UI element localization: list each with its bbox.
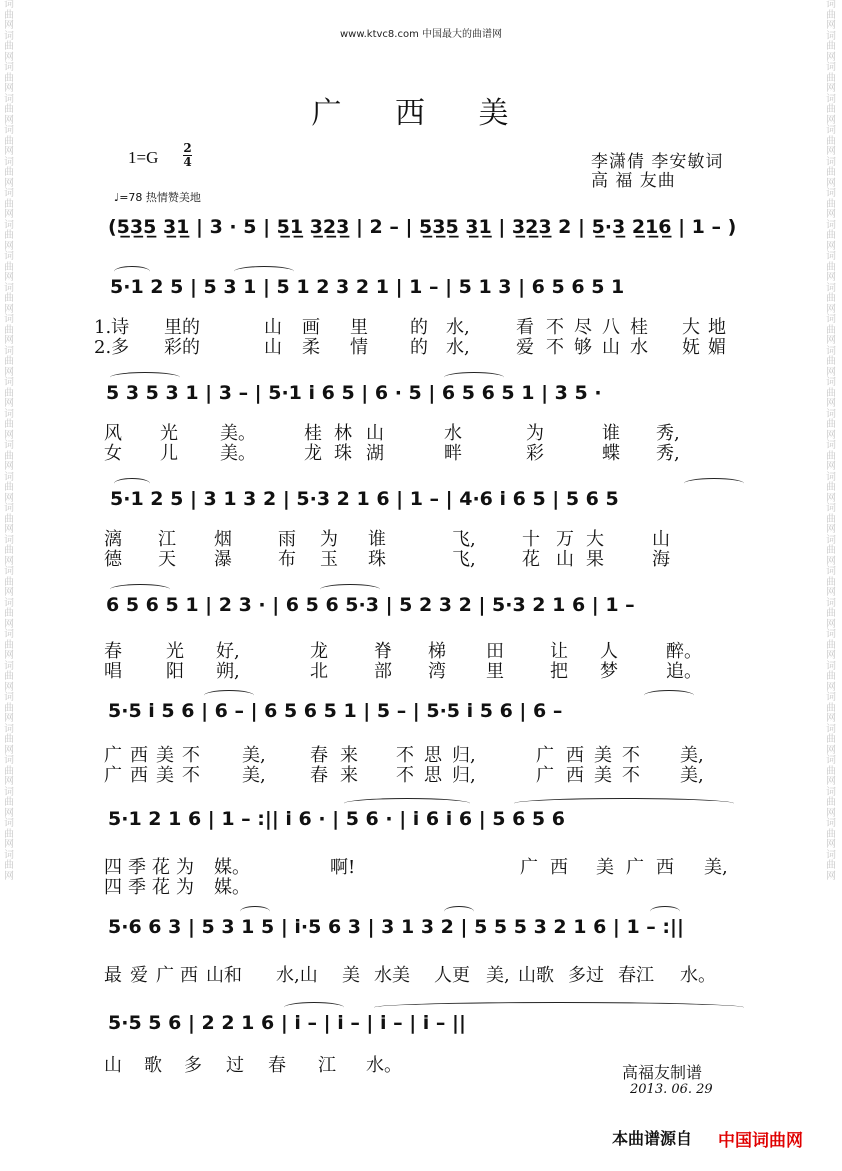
notation-row	[104, 268, 744, 308]
tempo-marking: ♩=78 热情赞美地	[114, 191, 201, 204]
lyric-syllable: 为	[526, 423, 544, 444]
lyric-syllable: 不	[396, 745, 414, 766]
lyric-syllable: 来	[340, 765, 358, 786]
lyric-syllable: 画	[302, 317, 320, 338]
notation-row	[104, 908, 744, 948]
lyric-syllable: 德	[104, 549, 122, 570]
lyric-syllable: 情	[350, 337, 368, 358]
lyric-syllable: 为	[176, 877, 194, 898]
notation-text: (5̲3̲5̲ 3̲1̲ | 3 · 5 | 5̲1̲ 3̲2̲3̲ | 2 – | 5̲3̲5̲ 3̲1̲ | 3̲2̲3̲ 2 | 5̲·3̲ 2̲1̲6̲ | 1 – )	[108, 216, 737, 238]
lyric-syllable: 归,	[452, 745, 476, 766]
lyric-syllable: 秀,	[656, 443, 680, 464]
lyric-syllable: 飞,	[452, 549, 476, 570]
lyric-syllable: 西	[550, 857, 568, 878]
lyric-syllable: 桂	[304, 423, 322, 444]
lyric-syllable: 珠	[334, 443, 352, 464]
lyric-syllable: 漓	[104, 529, 122, 550]
lyric-syllable: 山	[366, 423, 384, 444]
lyric-syllable: 部	[374, 661, 392, 682]
notation-row-ending	[104, 1004, 744, 1044]
lyric-syllable: 人更	[434, 965, 470, 986]
site-header[interactable]: www.ktvc8.com 中国最大的曲谱网	[339, 29, 502, 40]
lyric-syllable: 啊!	[330, 857, 356, 878]
time-top: 2	[183, 141, 192, 155]
lyric-syllable: 人	[600, 641, 618, 662]
composer: 高 福 友曲	[591, 171, 676, 191]
lyric-syllable: 山	[264, 337, 282, 358]
lyric-syllable: 梦	[600, 661, 618, 682]
lyric-syllable: 四	[104, 857, 122, 878]
lyric-syllable: 为	[176, 857, 194, 878]
lyric-syllable: 水美	[374, 965, 410, 986]
lyric-syllable: 多	[184, 1055, 202, 1076]
lyric-syllable: 天	[158, 549, 176, 570]
lyric-syllable: 唱	[104, 661, 122, 682]
lyric-syllable: 林	[334, 423, 352, 444]
lyric-syllable: 广	[104, 745, 122, 766]
lyric-syllable: 龙	[304, 443, 322, 464]
lyric-syllable: 最	[104, 965, 122, 986]
lyric-syllable: 美,	[486, 965, 510, 986]
lyric-syllable: 美,	[242, 765, 266, 786]
lyric-syllable: 美	[594, 765, 612, 786]
lyric-syllable: 美,	[242, 745, 266, 766]
lyric-syllable: 媒。	[214, 857, 250, 878]
lyric-syllable: 谁	[602, 423, 620, 444]
lyric-syllable: 风	[104, 423, 122, 444]
lyric-syllable: 广	[536, 765, 554, 786]
notation-text: 5·1 2 5 | 5 3 1 | 5 1 2 3 2 1 | 1 – | 5 1 3 | 6 5 6 5 1	[110, 276, 625, 298]
notation-text: 5 3 5 3 1 | 3 – | 5·1 i 6 5 | 6 · 5 | 6 5 6 5 1 | 3 5 ·	[106, 382, 602, 404]
lyric-syllable: 春	[268, 1055, 286, 1076]
lyric-syllable: 西	[180, 965, 198, 986]
lyric-syllable: 西	[130, 765, 148, 786]
notation-row	[104, 374, 744, 414]
lyric-syllable: 春	[310, 765, 328, 786]
lyric-syllable: 不	[396, 765, 414, 786]
lyric-syllable: 美	[156, 765, 174, 786]
lyric-syllable: 广	[104, 765, 122, 786]
source-label: 本曲谱源自	[612, 1129, 693, 1148]
left-watermark: 词曲网词曲网词曲网词曲网词曲网词曲网词曲网词曲网词曲网词曲网词曲网词曲网词曲网词曲网词曲网词曲网词曲网词曲网词曲网词曲网词曲网词曲网词曲网词曲网词曲网词曲网词曲网词曲网	[4, 0, 14, 882]
lyric-syllable: 歌	[144, 1055, 162, 1076]
source-site-link[interactable]: 中国词曲网	[718, 1131, 803, 1151]
lyric-syllable: 八	[602, 317, 620, 338]
notation-text: 5·5 5 6 | 2 2 1 6 | i – | i – | i – | i – ||	[108, 1012, 466, 1034]
lyric-syllable: 美	[596, 857, 614, 878]
lyric-syllable: 龙	[310, 641, 328, 662]
lyric-syllable: 思	[424, 745, 442, 766]
lyric-syllable: 美。	[220, 423, 256, 444]
lyric-syllable: 烟	[214, 529, 232, 550]
lyric-syllable: 江	[318, 1055, 336, 1076]
lyric-syllable: 畔	[444, 443, 462, 464]
lyric-syllable: 追。	[666, 661, 702, 682]
lyric-syllable: 山歌	[518, 965, 554, 986]
lyric-syllable: 不	[622, 745, 640, 766]
lyric-syllable: 季	[128, 877, 146, 898]
lyric-syllable: 爱	[130, 965, 148, 986]
lyric-syllable: 不	[546, 317, 564, 338]
lyric-syllable: 湾	[428, 661, 446, 682]
lyricists: 李潇倩 李安敏词	[591, 152, 724, 172]
notation-text: 5·5 i 5 6 | 6 – | 6 5 6 5 1 | 5 – | 5·5 i 5 6 | 6 –	[108, 700, 563, 722]
lyric-syllable: 把	[550, 661, 568, 682]
lyric-syllable: 大	[586, 529, 604, 550]
lyric-syllable: 水,山	[276, 965, 318, 986]
lyric-syllable: 柔	[302, 337, 320, 358]
lyric-syllable: 多过	[568, 965, 604, 986]
lyric-syllable: 四	[104, 877, 122, 898]
lyric-syllable: 西	[656, 857, 674, 878]
lyric-syllable: 秀,	[656, 423, 680, 444]
lyric-syllable: 瀑	[214, 549, 232, 570]
lyric-syllable: 2.多	[94, 337, 130, 358]
lyric-syllable: 谁	[368, 529, 386, 550]
lyric-syllable: 尽	[574, 317, 592, 338]
lyric-syllable: 万	[556, 529, 574, 550]
lyric-syllable: 里的	[164, 317, 200, 338]
lyric-syllable: 山	[104, 1055, 122, 1076]
lyric-syllable: 西	[566, 745, 584, 766]
slur-mark	[684, 478, 744, 489]
lyric-syllable: 不	[182, 745, 200, 766]
lyric-syllable: 季	[128, 857, 146, 878]
lyric-syllable: 爱	[516, 337, 534, 358]
lyric-syllable: 江	[158, 529, 176, 550]
slur-mark	[644, 690, 694, 701]
lyric-syllable: 蝶	[602, 443, 620, 464]
lyric-syllable: 水。	[680, 965, 716, 986]
notation-text: 6 5 6 5 1 | 2 3 · | 6 5 6 5·3 | 5 2 3 2 | 5·3 2 1 6 | 1 –	[106, 594, 635, 616]
lyric-syllable: 桂	[630, 317, 648, 338]
notation-text: 5·6 6 3 | 5 3 1 5 | i·5 6 3 | 3 1 3 2 | 5 5 5 3 2 1 6 | 1 – :||	[108, 916, 684, 938]
lyric-syllable: 彩的	[164, 337, 200, 358]
lyric-syllable: 不	[182, 765, 200, 786]
lyric-syllable: 山	[556, 549, 574, 570]
lyric-syllable: 彩	[526, 443, 544, 464]
lyric-syllable: 水。	[366, 1055, 402, 1076]
lyric-syllable: 布	[278, 549, 296, 570]
lyric-syllable: 山和	[206, 965, 242, 986]
lyric-syllable: 玉	[320, 549, 338, 570]
lyric-syllable: 美。	[220, 443, 256, 464]
lyric-syllable: 够	[574, 337, 592, 358]
lyric-syllable: 醉。	[666, 641, 702, 662]
notation-row	[104, 800, 744, 840]
lyric-syllable: 广	[536, 745, 554, 766]
lyric-syllable: 花	[152, 857, 170, 878]
lyric-syllable: 朔,	[216, 661, 240, 682]
lyric-syllable: 珠	[368, 549, 386, 570]
lyric-syllable: 光	[166, 641, 184, 662]
lyric-syllable: 山	[602, 337, 620, 358]
lyric-syllable: 的	[410, 337, 428, 358]
time-bottom: 4	[183, 155, 192, 169]
lyric-syllable: 大	[682, 317, 700, 338]
lyric-syllable: 儿	[160, 443, 178, 464]
lyric-syllable: 不	[546, 337, 564, 358]
lyric-syllable: 归,	[452, 765, 476, 786]
lyric-syllable: 广	[520, 857, 538, 878]
lyric-syllable: 广	[156, 965, 174, 986]
lyric-syllable: 北	[310, 661, 328, 682]
lyric-syllable: 山	[652, 529, 670, 550]
lyric-syllable: 水	[444, 423, 462, 444]
lyric-syllable: 果	[586, 549, 604, 570]
lyric-syllable: 媚	[708, 337, 726, 358]
lyric-syllable: 水,	[446, 317, 470, 338]
lyric-syllable: 海	[652, 549, 670, 570]
lyric-syllable: 美,	[680, 765, 704, 786]
lyric-syllable: 为	[320, 529, 338, 550]
lyric-syllable: 美,	[680, 745, 704, 766]
lyric-syllable: 美	[594, 745, 612, 766]
lyric-syllable: 美	[342, 965, 360, 986]
lyric-syllable: 阳	[166, 661, 184, 682]
lyric-syllable: 地	[708, 317, 726, 338]
lyric-syllable: 让	[550, 641, 568, 662]
lyric-syllable: 春	[104, 641, 122, 662]
lyric-syllable: 女	[104, 443, 122, 464]
lyric-syllable: 田	[486, 641, 504, 662]
lyric-syllable: 来	[340, 745, 358, 766]
lyric-syllable: 里	[486, 661, 504, 682]
lyric-syllable: 花	[152, 877, 170, 898]
lyric-syllable: 思	[424, 765, 442, 786]
lyric-syllable: 看	[516, 317, 534, 338]
lyric-syllable: 光	[160, 423, 178, 444]
lyric-syllable: 妩	[682, 337, 700, 358]
lyric-syllable: 飞,	[452, 529, 476, 550]
song-title: 广 西 美	[311, 96, 531, 131]
lyric-syllable: 雨	[278, 529, 296, 550]
notation-row	[104, 692, 744, 732]
lyric-syllable: 1.诗	[94, 317, 130, 338]
lyric-syllable: 美	[156, 745, 174, 766]
lyric-syllable: 西	[566, 765, 584, 786]
time-signature	[183, 142, 192, 169]
lyric-syllable: 里	[350, 317, 368, 338]
lyric-syllable: 花	[522, 549, 540, 570]
lyric-syllable: 广	[626, 857, 644, 878]
lyric-syllable: 美,	[704, 857, 728, 878]
lyric-syllable: 西	[130, 745, 148, 766]
lyric-syllable: 梯	[428, 641, 446, 662]
lyric-syllable: 好,	[216, 641, 240, 662]
lyric-syllable: 媒。	[214, 877, 250, 898]
notation-row-intro	[104, 208, 744, 248]
notation-row	[104, 480, 744, 520]
lyric-syllable: 的	[410, 317, 428, 338]
notation-text: 5·1 2 5 | 3 1 3 2 | 5·3 2 1 6 | 1 – | 4·6 i 6 5 | 5 6 5	[110, 488, 619, 510]
lyric-syllable: 春	[310, 745, 328, 766]
lyric-syllable: 十	[522, 529, 540, 550]
lyric-syllable: 山	[264, 317, 282, 338]
lyric-syllable: 湖	[366, 443, 384, 464]
lyric-syllable: 过	[226, 1055, 244, 1076]
notation-text: 5·1 2 1 6 | 1 – :|| i 6 · | 5 6 · | i 6 i 6 | 5 6 5 6	[108, 808, 565, 830]
key-signature: 1=G	[128, 148, 159, 167]
lyric-syllable: 不	[622, 765, 640, 786]
notation-row	[104, 586, 744, 626]
arranger-credit: 高福友制谱	[622, 1063, 703, 1082]
arrangement-date: 2013. 06. 29	[630, 1082, 713, 1097]
right-watermark: 词曲网词曲网词曲网词曲网词曲网词曲网词曲网词曲网词曲网词曲网词曲网词曲网词曲网词曲网词曲网词曲网词曲网词曲网词曲网词曲网词曲网词曲网词曲网词曲网词曲网词曲网词曲网词曲网	[826, 0, 836, 882]
lyric-syllable: 水,	[446, 337, 470, 358]
lyric-syllable: 脊	[374, 641, 392, 662]
lyric-syllable: 春江	[618, 965, 654, 986]
lyric-syllable: 水	[630, 337, 648, 358]
